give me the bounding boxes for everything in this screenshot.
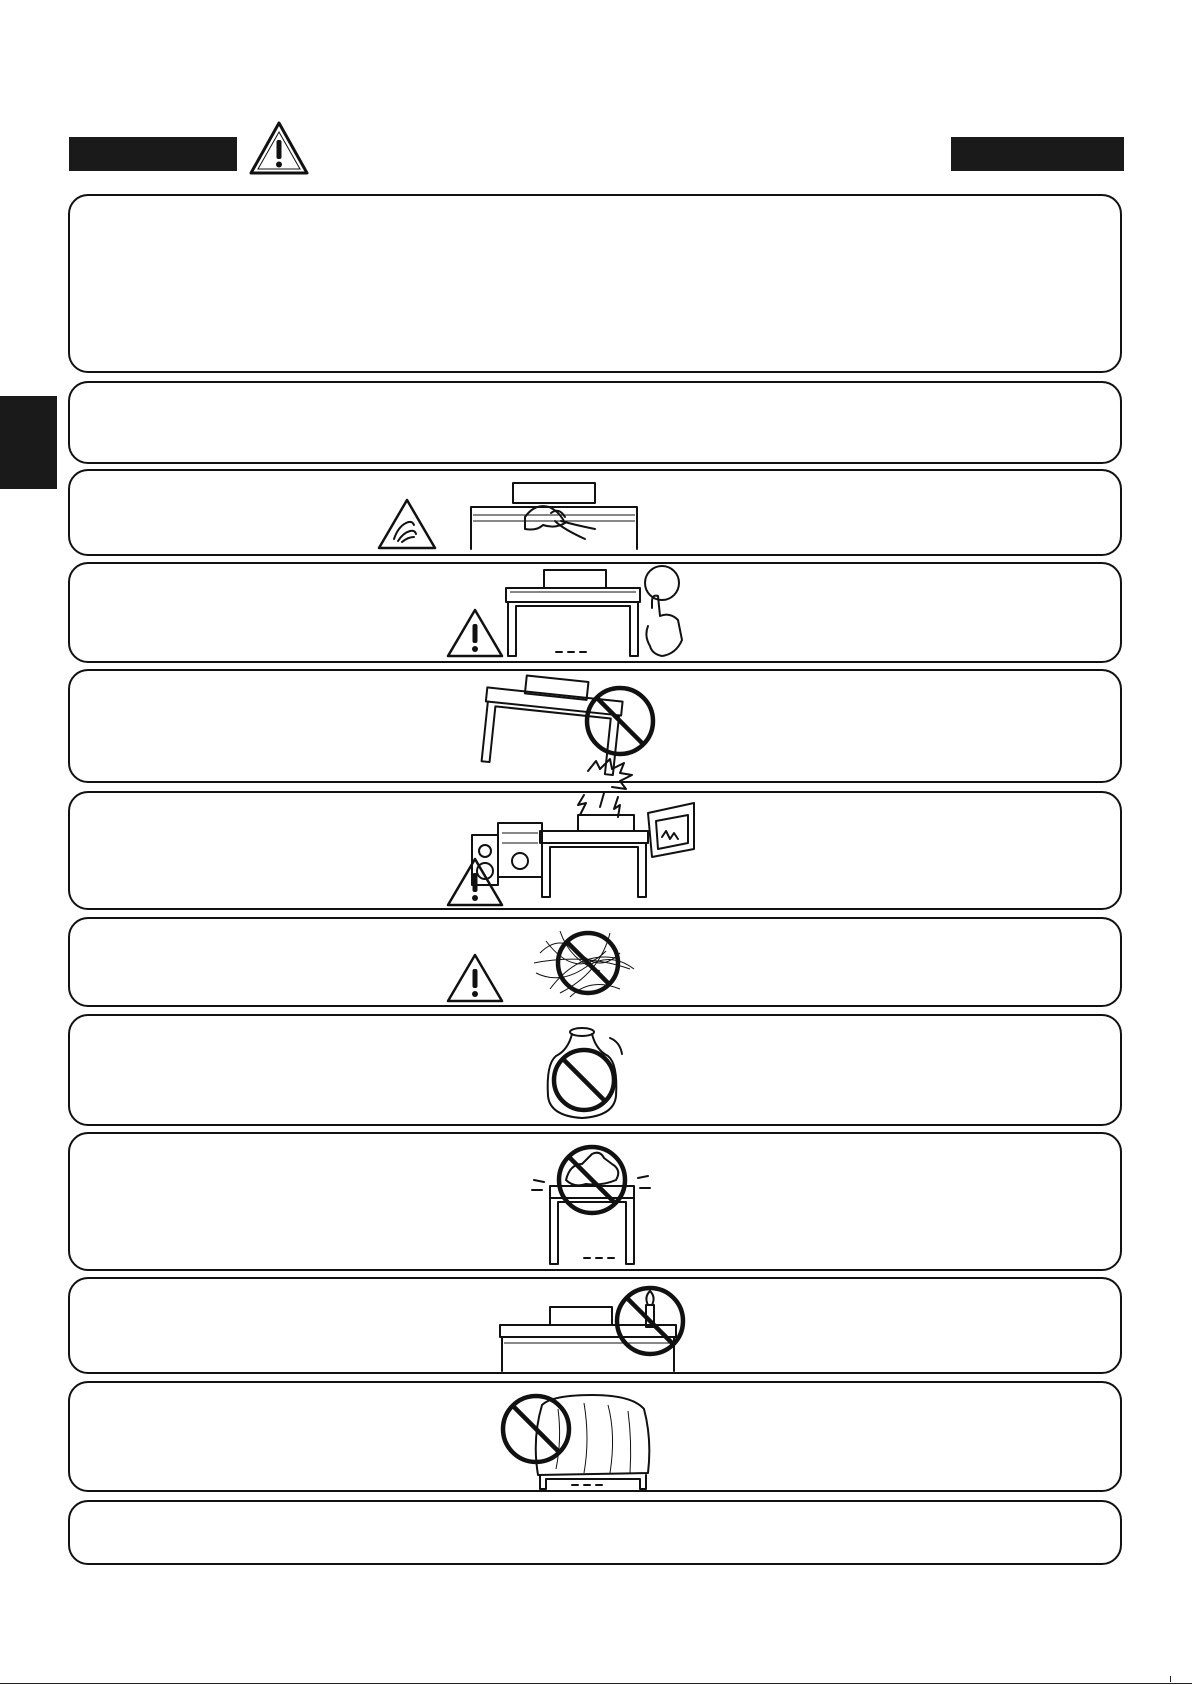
instruction-panel-11 [68, 1381, 1122, 1492]
instruction-panel-4 [68, 562, 1122, 663]
piano-falling-prohibited-illustration [478, 673, 678, 783]
section-label-bar-right [951, 137, 1124, 171]
instruction-panel-7 [68, 917, 1122, 1007]
piano-near-electronics-illustration [468, 793, 698, 905]
instruction-panel-3 [68, 469, 1122, 556]
candle-prohibited-illustration [496, 1283, 696, 1373]
piano-power-switch-illustration [500, 566, 690, 662]
side-tab [0, 396, 57, 489]
instruction-panel-10 [68, 1277, 1122, 1374]
cloth-cover-prohibited-illustration [498, 1389, 668, 1493]
instruction-panel-6 [68, 791, 1122, 910]
warning-triangle-icon [445, 607, 505, 659]
warning-triangle-icon [248, 120, 310, 176]
instruction-panel-9 [68, 1132, 1122, 1271]
footer-rule [0, 1683, 1192, 1684]
warning-triangle-icon [445, 952, 505, 1004]
section-label-bar-left [69, 137, 237, 171]
heavy-object-prohibited-illustration [520, 1140, 650, 1268]
footer-tick [1170, 1676, 1171, 1682]
hand-pinch-warning-icon [376, 497, 438, 551]
instruction-panel-8 [68, 1014, 1122, 1126]
instruction-panel-2 [68, 381, 1122, 464]
vase-prohibited-illustration [544, 1026, 634, 1122]
hands-on-keys-illustration [465, 477, 645, 551]
instruction-panel-12 [68, 1500, 1122, 1565]
instruction-panel-5 [68, 669, 1122, 783]
instruction-panel-1 [68, 194, 1122, 373]
tangled-cord-prohibited-illustration [530, 923, 640, 1005]
